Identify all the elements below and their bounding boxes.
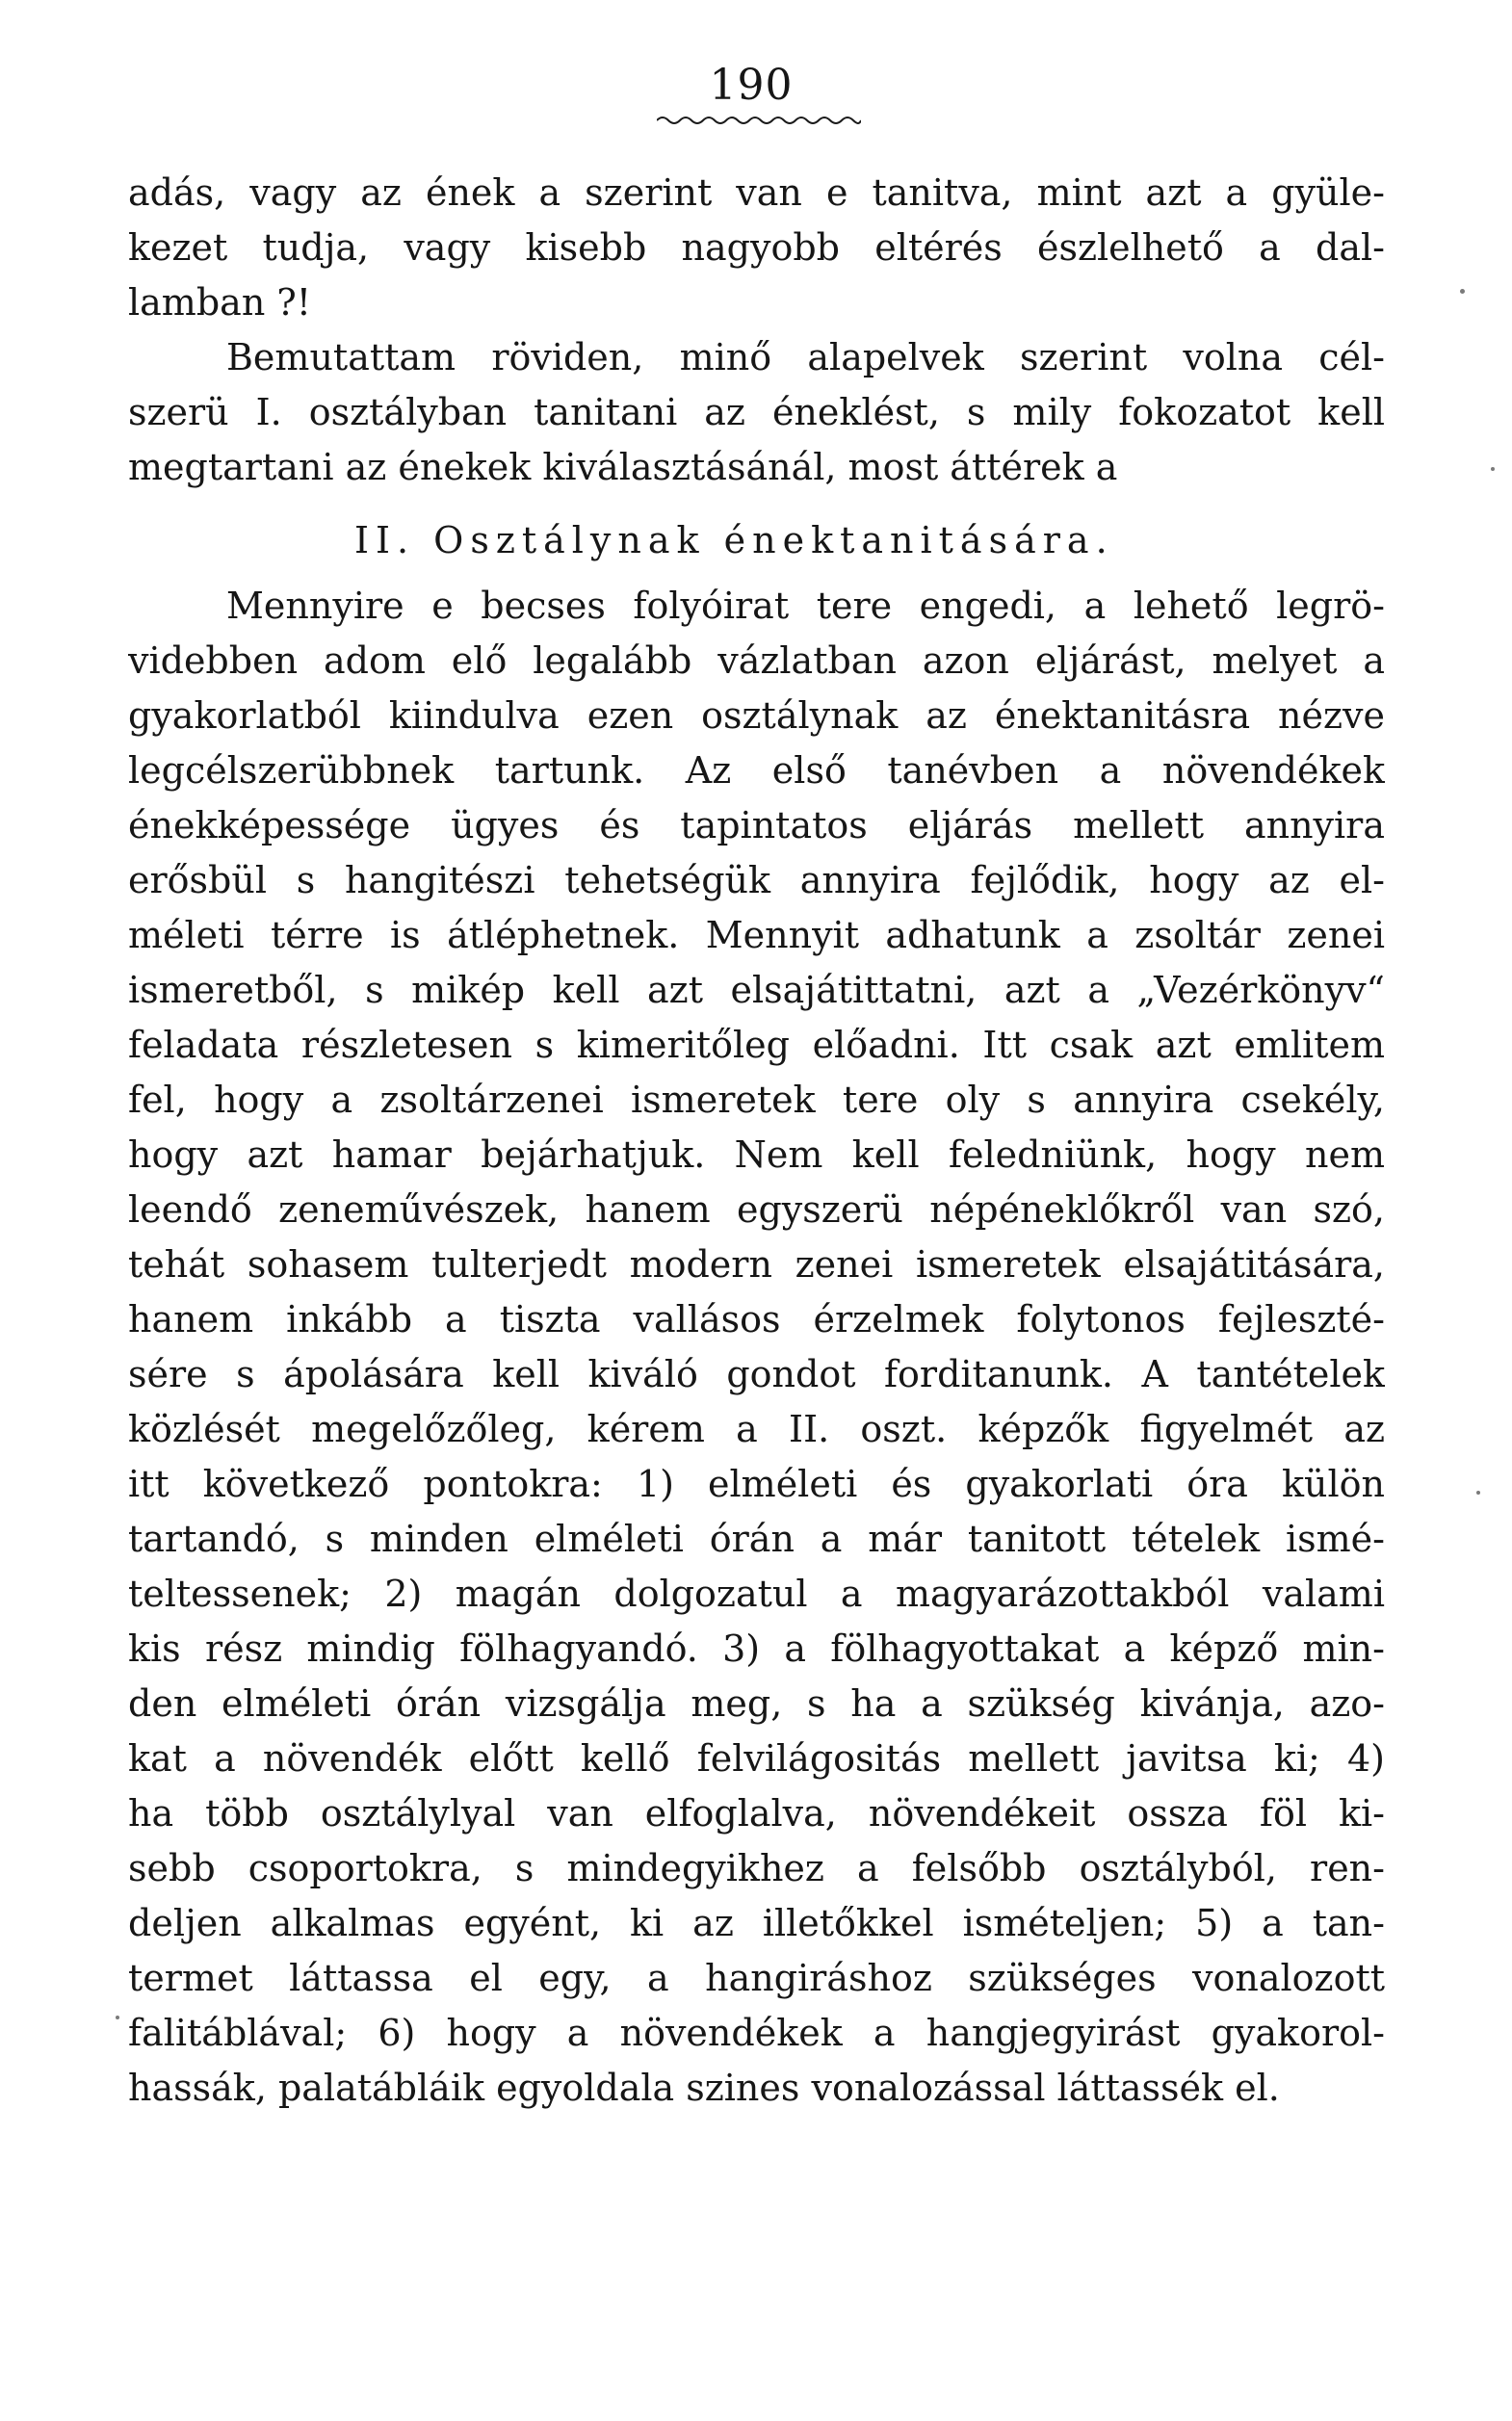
text-line: termet láttassa el egy, a hangiráshoz szükséges vonalozott — [128, 1957, 1385, 1999]
print-speck — [1476, 1491, 1480, 1495]
text-line: szerü I. osztályban tanitani az éneklést, s mily fokozatot kell — [128, 391, 1385, 433]
body-text — [128, 166, 1385, 2116]
text-line: sére s ápolására kell kiváló gondot forditanunk. A tantételek — [128, 1353, 1385, 1395]
text-line: kezet tudja, vagy kisebb nagyobb eltérés észlelhető a dal- — [128, 226, 1385, 269]
text-line: közlését megelőzőleg, kérem a II. oszt. képzők figyelmét az — [128, 1408, 1385, 1450]
text-line: den elméleti órán vizsgálja meg, s ha a szükség kivánja, azo- — [128, 1682, 1385, 1725]
text-line: videbben adom elő legalább vázlatban azon eljárást, melyet a — [128, 639, 1385, 682]
text-line: gyakorlatból kiindulva ezen osztálynak az énektanitásra nézve — [128, 694, 1385, 737]
print-speck — [1491, 467, 1495, 471]
wavy-rule-ornament — [657, 114, 861, 127]
text-line: énekképessége ügyes és tapintatos eljárás mellett annyira — [128, 804, 1385, 846]
text-line: tartandó, s minden elméleti órán a már tanitott tételek ismé- — [128, 1518, 1385, 1560]
text-line: Mennyire e becses folyóirat tere engedi, a lehető legrö- — [226, 585, 1385, 627]
text-line: kis rész mindig fölhagyandó. 3) a fölhagyottakat a képző min- — [128, 1627, 1385, 1670]
text-line: deljen alkalmas egyént, ki az illetőkkel ismételjen; 5) a tan- — [128, 1902, 1385, 1944]
paragraph-3 — [128, 579, 1385, 2116]
text-line: legcélszerübbnek tartunk. Az első tanévben a növendékek — [128, 749, 1385, 792]
paragraph-1 — [128, 166, 1385, 330]
text-line: megtartani az énekek kiválasztásánál, most áttérek a — [128, 446, 1118, 488]
print-speck — [116, 2016, 119, 2019]
text-line: ismeretből, s mikép kell azt elsajátittatni, azt a „Vezérkönyv“ — [128, 969, 1385, 1011]
text-line: ha több osztálylyal van elfoglalva, növendékeit ossza föl ki- — [128, 1792, 1385, 1835]
paragraph-2 — [128, 330, 1385, 495]
text-line: itt következő pontokra: 1) elméleti és gyakorlati óra külön — [128, 1463, 1385, 1505]
text-line: leendő zeneművészek, hanem egyszerü népéneklőkről van szó, — [128, 1188, 1385, 1231]
print-speck — [1460, 289, 1465, 294]
text-line: kat a növendék előtt kellő felvilágositás mellett javitsa ki; 4) — [128, 1737, 1385, 1780]
text-line: sebb csoportokra, s mindegyikhez a felsőbb osztályból, ren- — [128, 1847, 1385, 1889]
text-line: Bemutattam röviden, minő alapelvek szerint volna cél- — [226, 336, 1385, 378]
text-line: erősbül s hangitészi tehetségük annyira fejlődik, hogy az el- — [128, 859, 1385, 901]
text-line: teltessenek; 2) magán dolgozatul a magyarázottakból valami — [128, 1573, 1385, 1615]
text-line: hanem inkább a tiszta vallásos érzelmek folytonos fejleszté- — [128, 1298, 1385, 1341]
text-line: falitáblával; 6) hogy a növendékek a hangjegyirást gyakorol- — [128, 2012, 1385, 2054]
text-line: méleti térre is átléphetnek. Mennyit adhatunk a zsoltár zenei — [128, 914, 1385, 956]
text-line: hassák, palatábláik egyoldala szines vonalozással láttassék el. — [128, 2067, 1280, 2109]
text-line: feladata részletesen s kimeritőleg előadni. Itt csak azt emlitem — [128, 1024, 1385, 1066]
page-number: 190 — [709, 61, 794, 110]
text-line: adás, vagy az ének a szerint van e tanitva, mint azt a gyüle- — [128, 171, 1385, 214]
text-line: hogy azt hamar bejárhatjuk. Nem kell feledniünk, hogy nem — [128, 1133, 1385, 1176]
text-line: lamban ?! — [128, 281, 312, 324]
text-line: fel, hogy a zsoltárzenei ismeretek tere oly s annyira csekély, — [128, 1079, 1385, 1121]
section-heading: II. Osztálynak énektanitására. — [354, 519, 1114, 561]
text-line: tehát sohasem tulterjedt modern zenei ismeretek elsajátitására, — [128, 1243, 1385, 1286]
